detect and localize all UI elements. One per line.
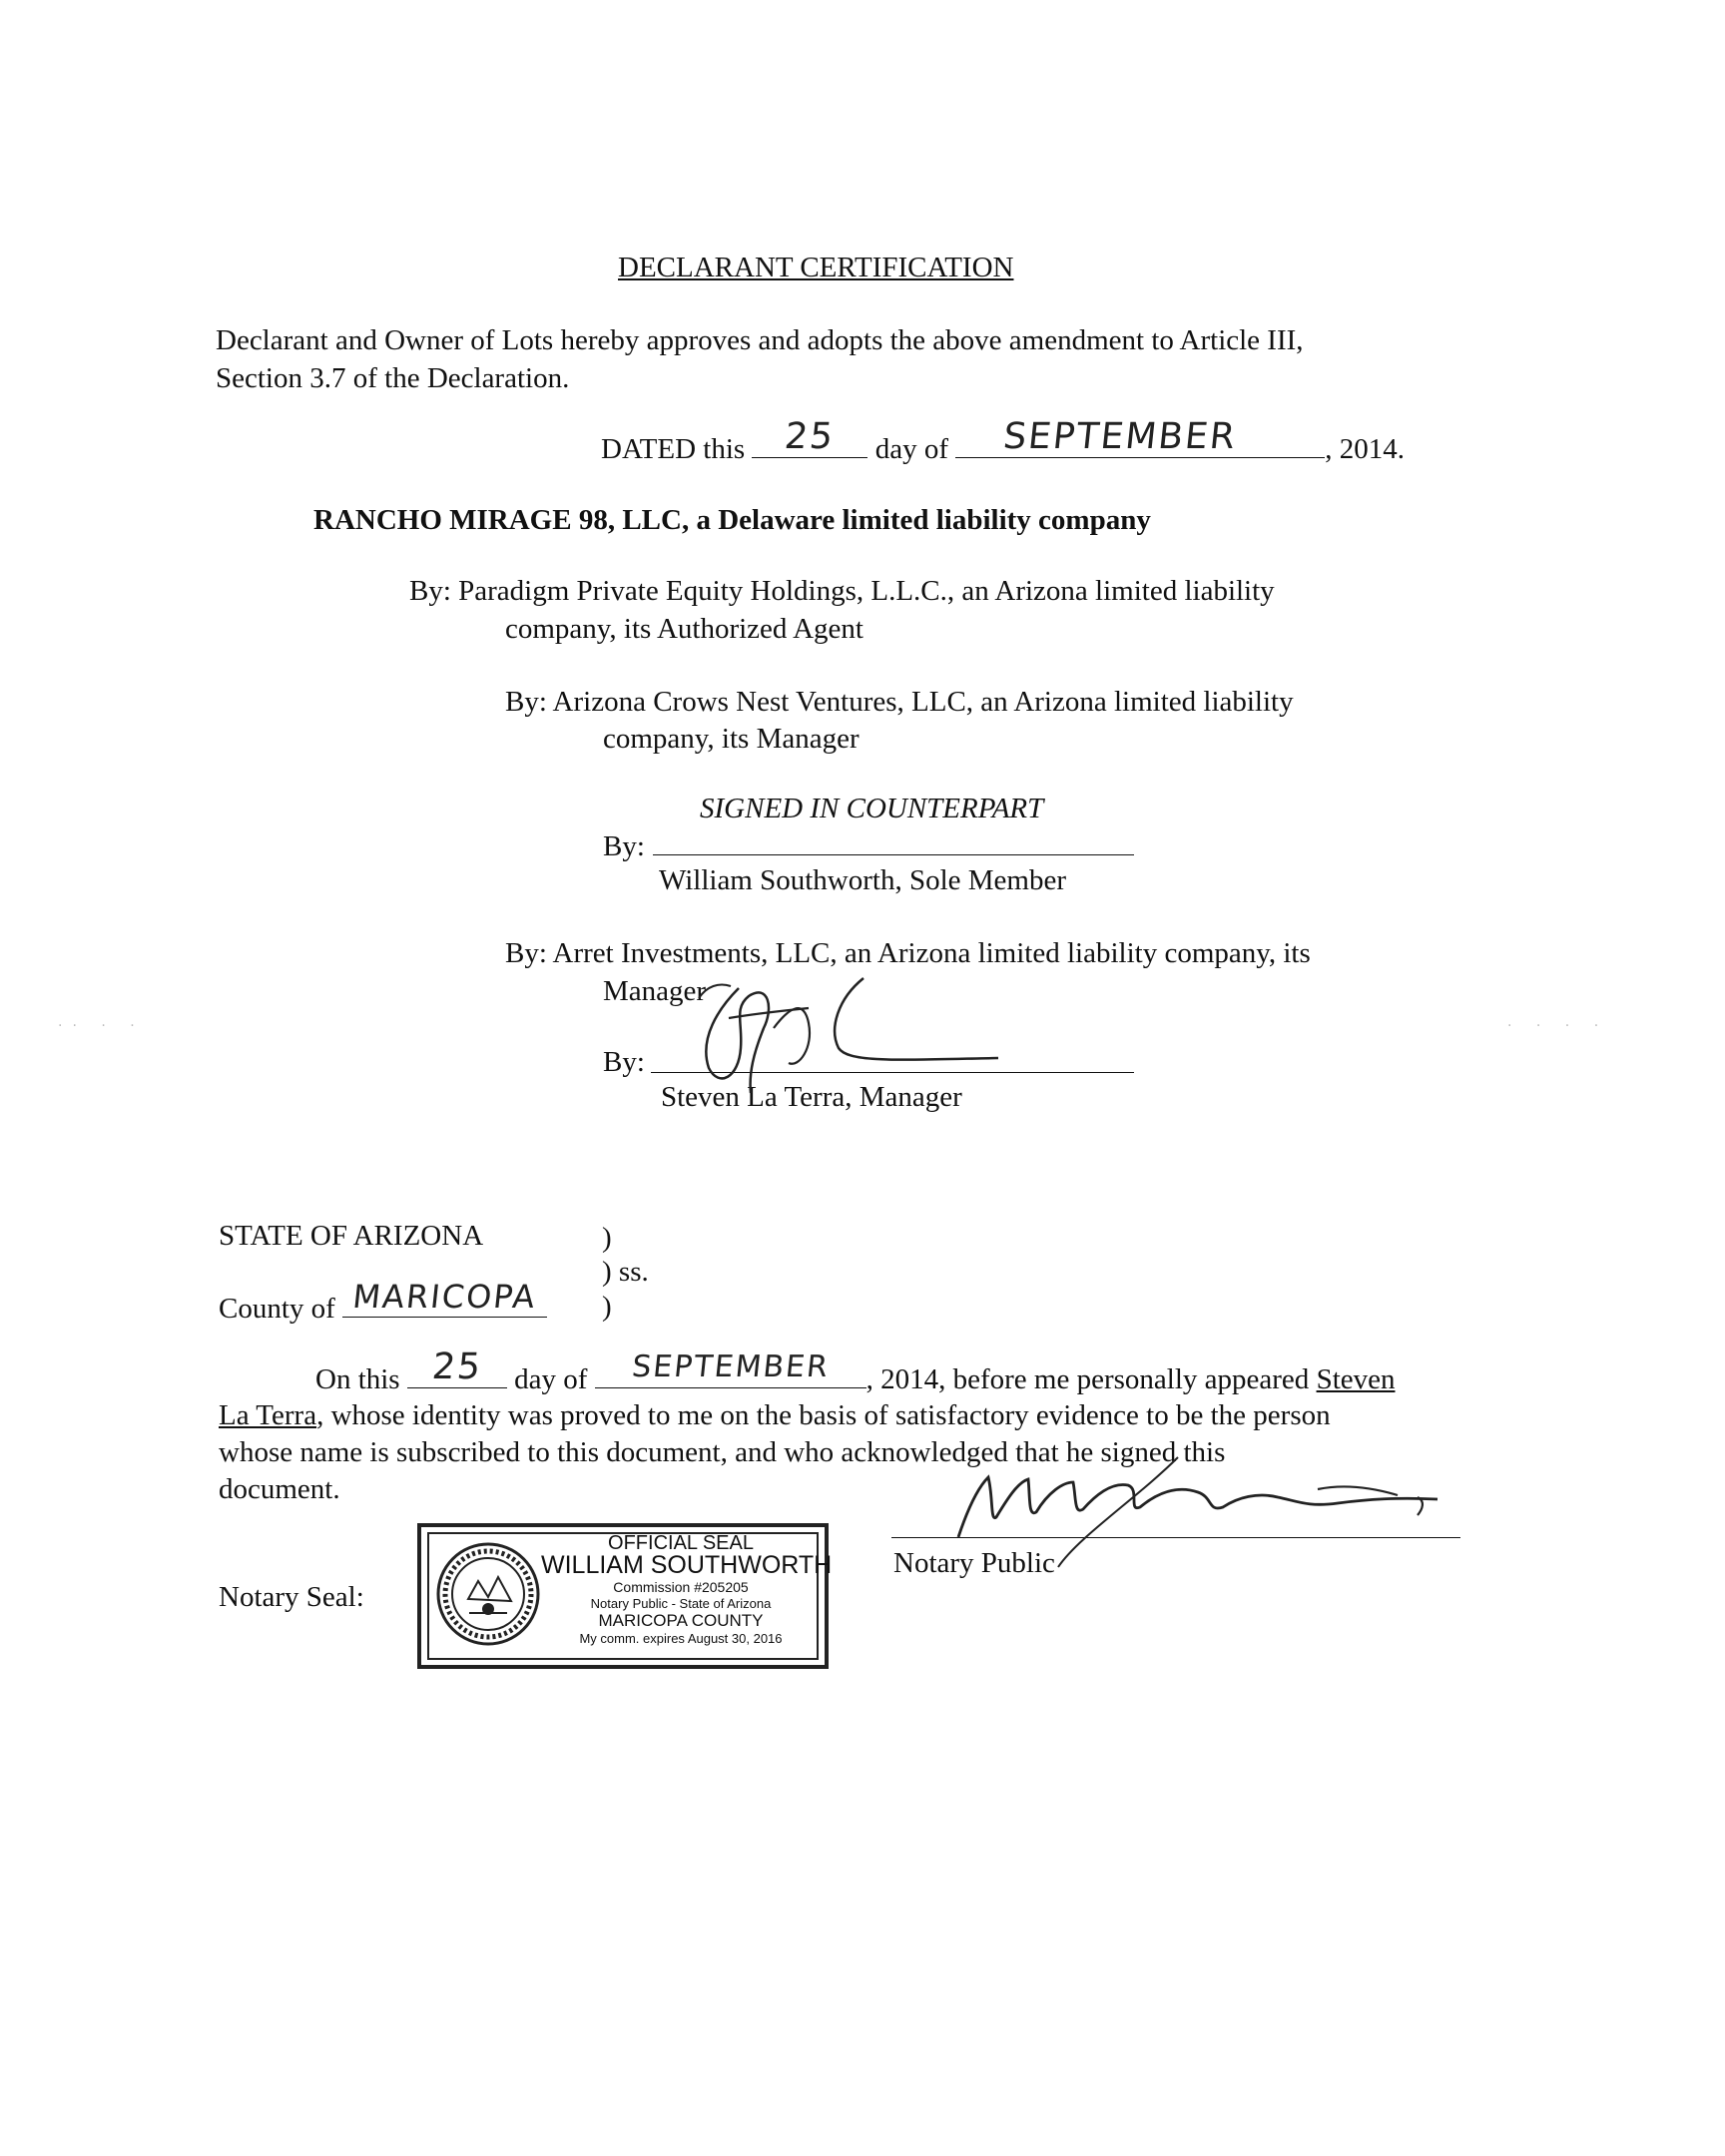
ack-line-3: whose name is subscribed to this document, and who acknowledged that he signed this [219,1436,1226,1468]
venue-paren-ss: ) ss. [602,1256,649,1288]
ack-rest: , 2014, before me personally appeared [865,1363,1310,1395]
seal-line-6: My comm. expires August 30, 2016 [579,1631,783,1646]
intro-line-1: Declarant and Owner of Lots hereby approves and adopts the above amendment to Article III, [216,324,1304,356]
county-label: County of [219,1293,335,1325]
notary-seal-stamp [417,1523,833,1669]
by3-line-2: Manager [603,975,707,1007]
by-label-southworth: By: [603,830,645,862]
signature-line-southworth [653,854,1134,855]
by-label-laterra: By: [603,1046,645,1078]
dated-month-field [955,416,1325,458]
dated-line [601,416,1405,467]
by1-line-1: By: Paradigm Private Equity Holdings, L.L.C., an Arizona limited liability [409,575,1275,607]
ack-line-1 [315,1347,1396,1397]
ack-name-part-2: La Terra [219,1399,317,1431]
by3-line-1: By: Arret Investments, LLC, an Arizona limited liability company, its [505,937,1311,969]
venue-paren-1: ) [602,1222,612,1254]
ack-month-field [595,1349,866,1388]
signed-in-counterpart: SIGNED IN COUNTERPART [700,793,1044,824]
notary-state: STATE OF ARIZONA [219,1220,484,1252]
ack-name-part-1: Steven [1316,1363,1396,1395]
ack-day-field [407,1347,507,1388]
ack-day-handwritten: 25 [429,1347,484,1387]
company-line: RANCHO MIRAGE 98, LLC, a Delaware limited liability company [313,504,1151,536]
dated-day-handwritten: 25 [783,416,838,457]
county-field [342,1278,547,1318]
ack-on-this: On this [315,1363,400,1395]
scan-artifact: ·· · · [58,1018,145,1034]
notary-signature [878,1397,1457,1577]
dated-prefix: DATED this [601,433,746,465]
notary-seal-label: Notary Seal: [219,1581,364,1613]
seal-line-5: MARICOPA COUNTY [598,1611,764,1630]
county-handwritten: MARICOPA [350,1278,539,1316]
ack-line-4: document. [219,1473,340,1505]
laterra-name: Steven La Terra, Manager [661,1081,962,1113]
page-title: DECLARANT CERTIFICATION [618,252,1014,283]
dated-month-handwritten: SEPTEMBER [1001,416,1240,457]
laterra-signature [679,968,1008,1098]
by2-line-1: By: Arizona Crows Nest Ventures, LLC, an Arizona limited liability [505,686,1294,718]
by2-line-2: company, its Manager [603,723,860,755]
by1-line-2: company, its Authorized Agent [505,613,863,645]
seal-line-4: Notary Public - State of Arizona [590,1596,772,1611]
southworth-name: William Southworth, Sole Member [659,864,1067,896]
county-line [219,1278,547,1327]
seal-line-1: OFFICIAL SEAL [608,1532,754,1554]
intro-line-2: Section 3.7 of the Declaration. [216,362,570,394]
seal-text-block [541,1531,833,1646]
state-seal-emblem [433,1539,543,1649]
ack-line-2-rest: , whose identity was proved to me on the basis of satisfactory evidence to be the person [316,1399,1331,1431]
ack-month-handwritten: SEPTEMBER [630,1349,832,1384]
notary-public-label: Notary Public [893,1547,1055,1579]
dated-day-field [752,416,867,458]
seal-line-3: Commission #205205 [613,1579,749,1595]
ack-day-of: day of [514,1363,588,1395]
venue-paren-3: ) [602,1291,612,1323]
dated-mid: day of [874,433,948,465]
scan-artifact: · · · · [1507,1018,1609,1034]
dated-suffix: , 2014. [1325,433,1405,465]
seal-line-2: WILLIAM SOUTHWORTH [541,1551,833,1579]
